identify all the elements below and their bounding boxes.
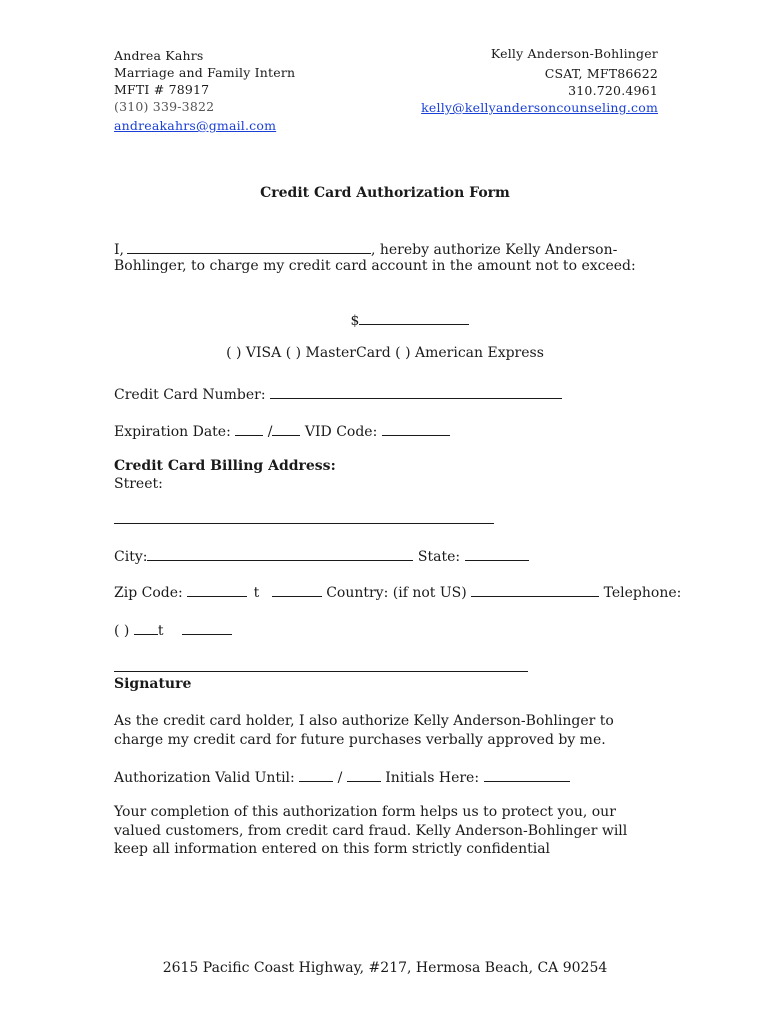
amount-row	[0, 310, 770, 329]
phone-row	[114, 620, 232, 639]
name-blank[interactable]	[127, 239, 371, 254]
therapist-credentials: CSAT, MFT86622	[544, 66, 658, 81]
city-label: City:	[114, 549, 148, 565]
therapist-phone: 310.720.4961	[568, 83, 658, 98]
intern-license: MFTI # 78917	[114, 82, 210, 97]
auth-valid-month-blank[interactable]	[299, 767, 333, 782]
card-number-label: Credit Card Number:	[114, 387, 266, 403]
intro-suffix: , hereby authorize Kelly Anderson-	[370, 242, 618, 258]
zip-blank[interactable]	[187, 582, 247, 597]
vid-label: VID Code:	[304, 424, 378, 440]
state-label: State:	[417, 549, 461, 565]
zip-ext-blank[interactable]	[272, 582, 322, 597]
card-number-row	[114, 384, 562, 403]
phone-paren: ( )	[114, 623, 130, 639]
intern-phone: (310) 339-3822	[114, 99, 215, 114]
authorization-valid-row	[114, 767, 570, 786]
zip-country-row	[114, 582, 681, 601]
street-label: Street:	[114, 476, 163, 492]
telephone-label: Telephone:	[603, 585, 682, 601]
signature-blank[interactable]	[114, 671, 528, 672]
billing-heading: Credit Card Billing Address:	[114, 458, 336, 474]
expiration-separator: /	[267, 424, 273, 440]
auth-valid-label: Authorization Valid Until:	[114, 770, 295, 786]
dollar-sign: $	[350, 313, 360, 329]
card-number-blank[interactable]	[270, 384, 562, 399]
intro-line-1	[114, 239, 617, 258]
form-title: Credit Card Authorization Form	[260, 185, 510, 201]
expiration-year-blank[interactable]	[272, 421, 300, 436]
expiration-month-blank[interactable]	[235, 421, 263, 436]
state-blank[interactable]	[465, 546, 529, 561]
amount-blank[interactable]	[359, 310, 469, 325]
intro-prefix: I,	[114, 242, 124, 258]
phone-number-blank[interactable]	[182, 620, 232, 635]
therapist-name: Kelly Anderson-Bohlinger	[490, 46, 658, 61]
vid-blank[interactable]	[382, 421, 450, 436]
auth-valid-separator: /	[337, 770, 343, 786]
country-label: Country: (if not US)	[326, 585, 467, 601]
expiration-row	[114, 421, 450, 440]
intro-line-2: Bohlinger, to charge my credit card account in the amount not to exceed:	[114, 258, 636, 274]
initials-label: Initials Here:	[385, 770, 480, 786]
city-state-row	[114, 546, 529, 565]
street-blank[interactable]	[114, 523, 494, 524]
phone-area-blank[interactable]	[134, 620, 158, 635]
zip-label: Zip Code:	[114, 585, 183, 601]
intern-title: Marriage and Family Intern	[114, 65, 296, 80]
intern-name: Andrea Kahrs	[114, 48, 204, 63]
signature-label: Signature	[114, 676, 192, 692]
header-right-contact	[421, 45, 658, 116]
closing-confidentiality-text: Your completion of this authorization form helps us to protect you, our valued customers, from credit card fraud. Kelly Anderson-Bohlinger will keep all information entered on this form strictly confidential	[114, 804, 628, 857]
initials-blank[interactable]	[484, 767, 570, 782]
city-blank[interactable]	[147, 546, 413, 561]
auth-valid-year-blank[interactable]	[347, 767, 381, 782]
footer-address: 2615 Pacific Coast Highway, #217, Hermosa Beach, CA 90254	[162, 960, 608, 976]
intern-email-link[interactable]: andreakahrs@gmail.com	[114, 118, 277, 133]
country-blank[interactable]	[471, 582, 599, 597]
zip-t-mark: t	[253, 585, 260, 601]
expiration-label: Expiration Date:	[114, 424, 231, 440]
card-type-options[interactable]: ( ) VISA ( ) MasterCard ( ) American Express	[226, 345, 544, 361]
header-left-contact	[114, 47, 295, 134]
phone-t-mark: t	[157, 623, 164, 639]
therapist-email-link[interactable]: kelly@kellyandersoncounseling.com	[421, 100, 658, 115]
future-authorization-text: As the credit card holder, I also authorize Kelly Anderson-Bohlinger to charge my credit card for future purchases verbally approved by me.	[114, 713, 614, 748]
